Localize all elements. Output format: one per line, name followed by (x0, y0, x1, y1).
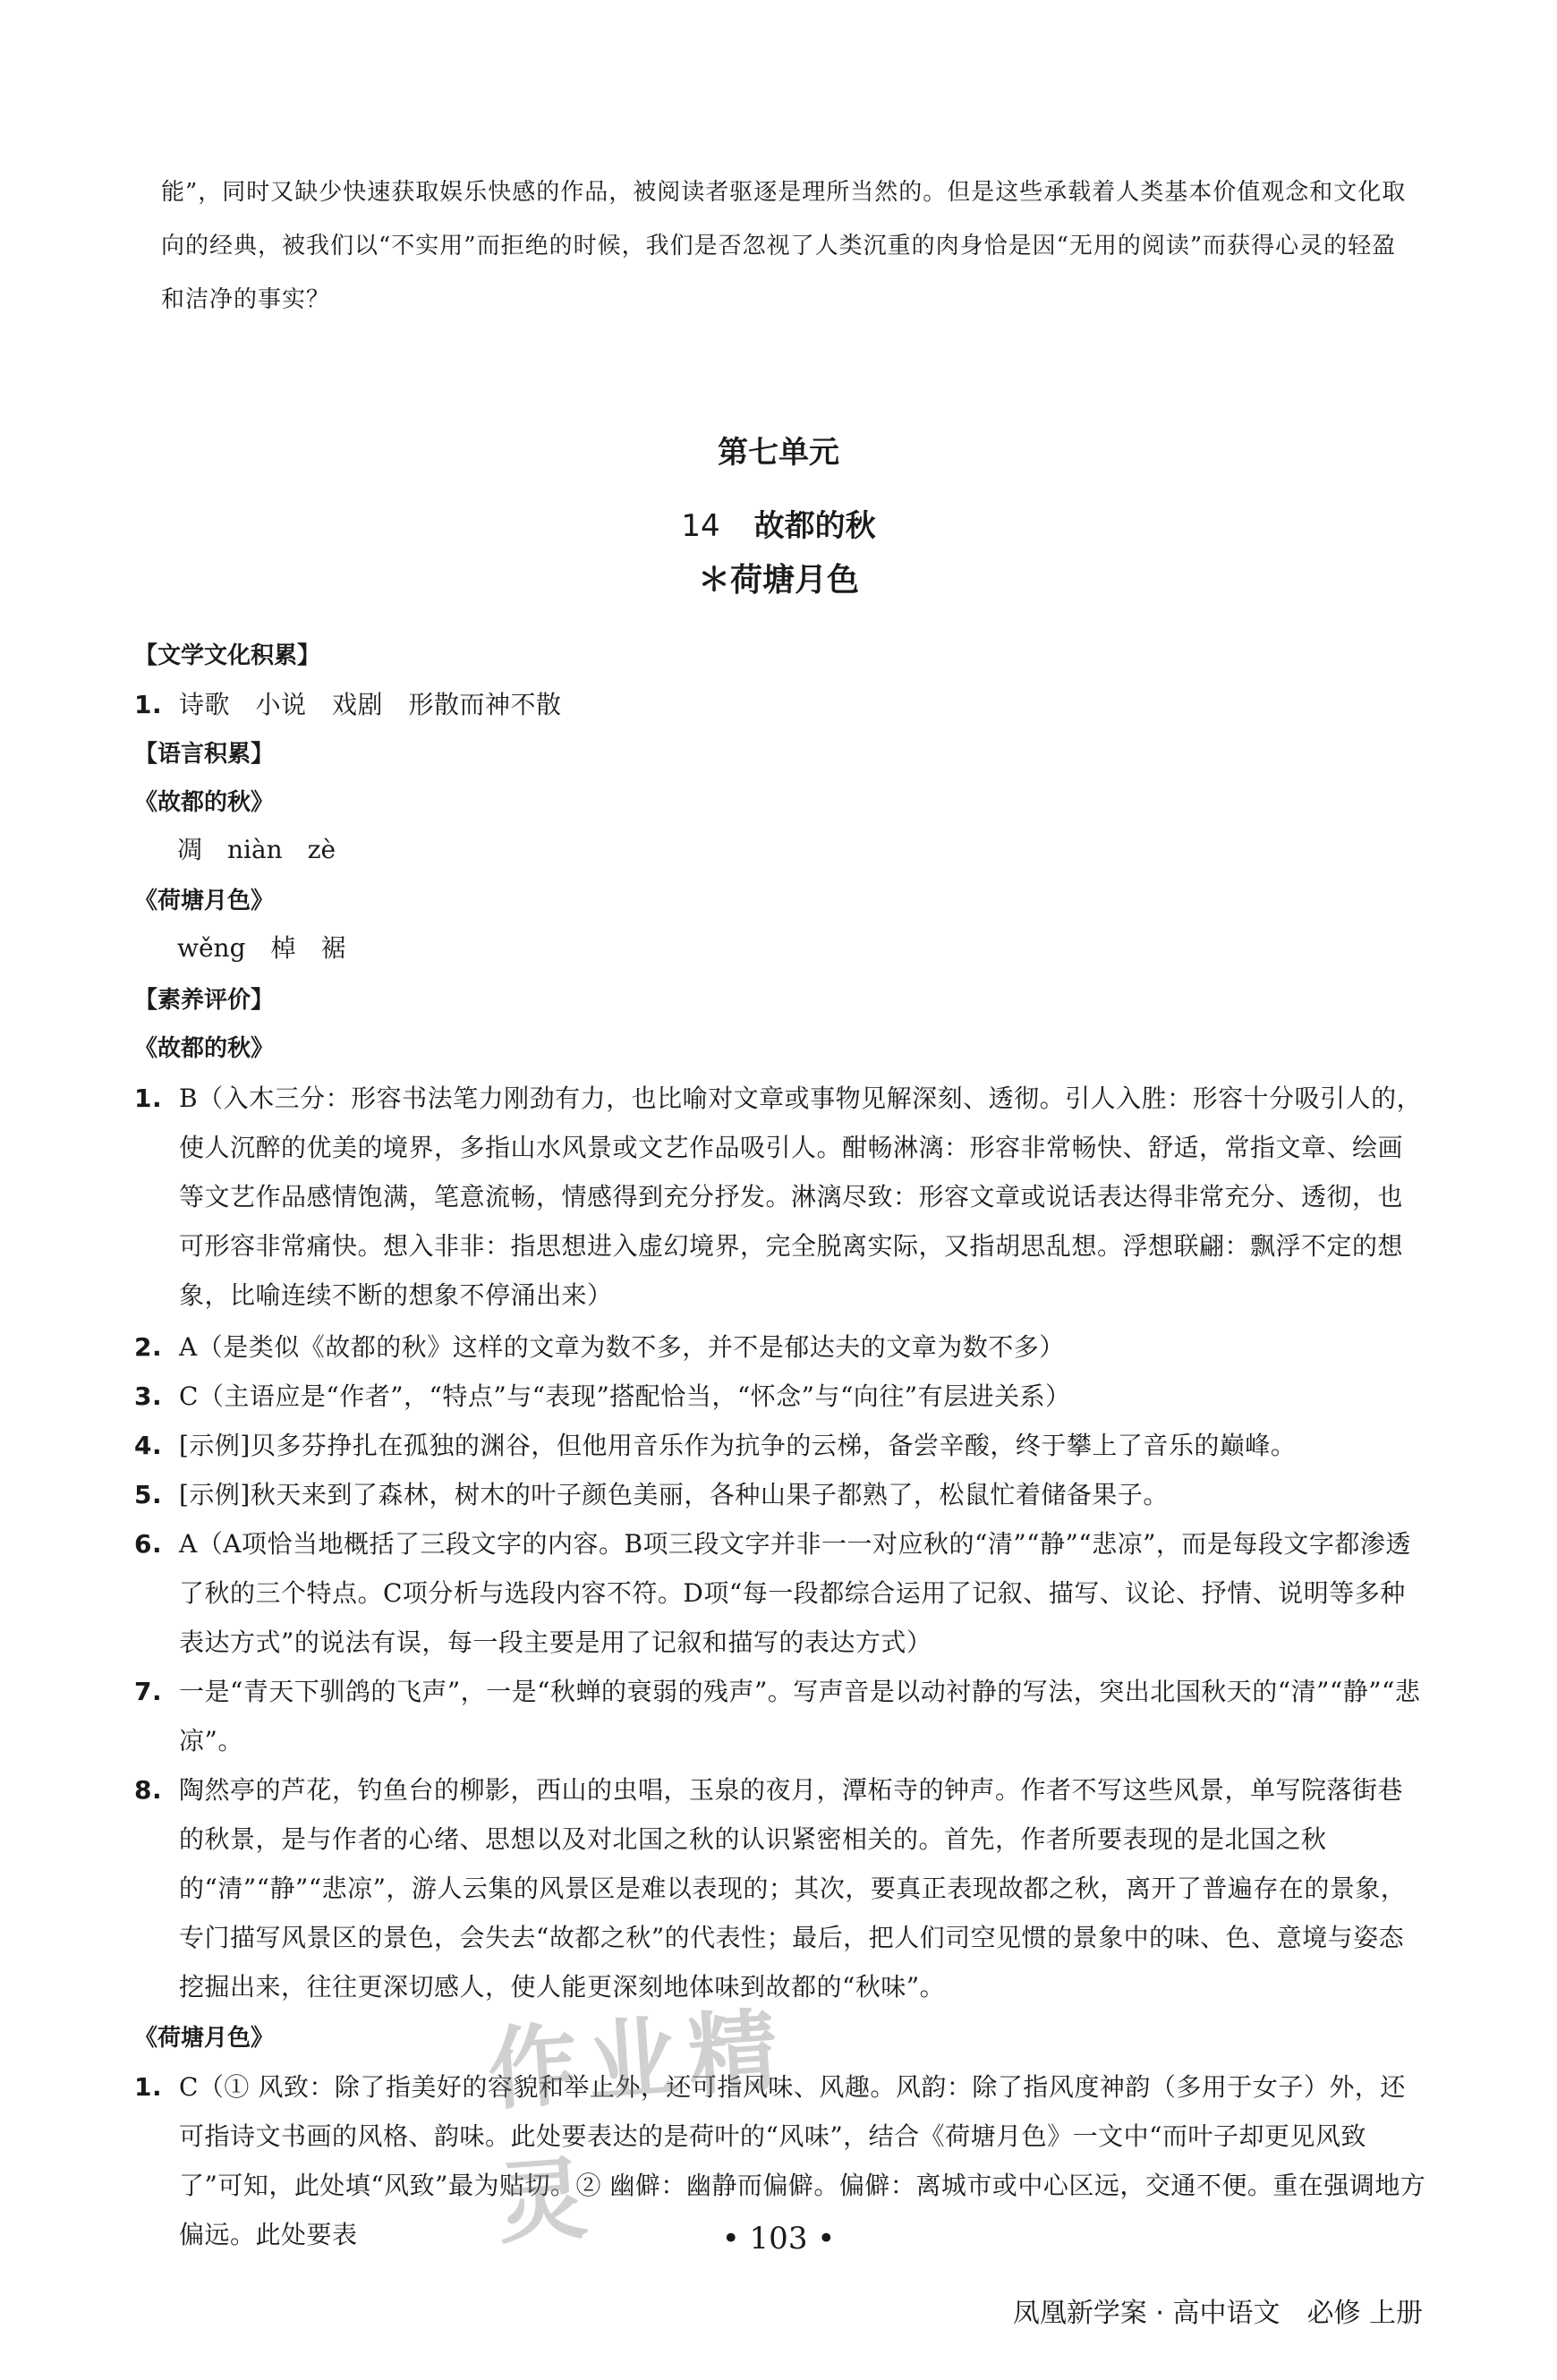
list-item (134, 680, 1427, 729)
item-text: C（① 风致：除了指美好的容貌和举止外，还可指风味、风趣。风韵：除了指风度神韵（多用于女子）外，还可指诗文书画的风格、韵味。此处要表达的是荷叶的“风味”，结合《荷塘月色》一文中“而叶子却更见风致了”可知，此处填“风致”最为贴切。② 幽僻：幽静而偏僻。偏僻：离城市或中心区远，交通不便。重在强调地方偏远。此处要表 (179, 2072, 1426, 2249)
watermark: 作业精灵 (484, 1997, 792, 2257)
item-text: C（主语应是“作者”，“特点”与“表现”搭配恰当，“怀念”与“向往”有层进关系） (179, 1381, 1071, 1411)
subheading-hetang-eval: 《荷塘月色》 (134, 2025, 275, 2052)
answer-item (134, 1322, 1427, 1372)
lesson-title: 故都的秋 (753, 508, 876, 544)
intro-paragraph: 能”，同时又缺少快速获取娱乐快感的作品，被阅读者驱逐是理所当然的。但是这些承载着人类基本价值观念和文化取向的经典，被我们以“不实用”而拒绝的时候，我们是否忽视了人类沉重的肉身恰是因“无用的阅读”而获得心灵的轻盈和洁净的事实？ (161, 179, 1407, 313)
item-text: 陶然亭的芦花，钓鱼台的柳影，西山的虫唱，玉泉的夜月，潭柘寺的钟声。作者不写这些风景，单写院落街巷的秋景，是与作者的心绪、思想以及对北国之秋的认识紧密相关的。首先，作者所要表现的是北国之秋的“清”“静”“悲凉”，游人云集的风景区是难以表现的；其次，要真正表现故都之秋，离开了普遍存在的景象，专门描写风景区的景色，会失去“故都之秋”的代表性；最后，把人们司空见惯的景象中的味、色、意境与姿态挖掘出来，往往更深切感人，使人能更深刻地体味到故都的“秋味”。 (179, 1775, 1407, 2002)
item-number: 4. (134, 1431, 163, 1460)
item-text: 诗歌 小说 戏剧 形散而神不散 (179, 690, 562, 719)
item-number: 3. (134, 1381, 163, 1411)
subheading-gudu-eval: 《故都的秋》 (134, 1035, 275, 1062)
item-number: 7. (134, 1677, 163, 1706)
subheading-hetang: 《荷塘月色》 (134, 888, 275, 914)
item-number: 1. (134, 1084, 163, 1113)
answer-item (134, 1765, 1427, 2011)
item-number: 5. (134, 1480, 163, 1509)
page-number: • 103 • (721, 2221, 836, 2257)
answer-item (134, 1667, 1427, 1765)
item-number: 1. (134, 2072, 163, 2102)
item-text: B（入木三分：形容书法笔力刚劲有力，也比喻对文章或事物见解深刻、透彻。引人入胜：形容十分吸引人的，使人沉醉的优美的境界，多指山水风景或文艺作品吸引人。酣畅淋漓：形容非常畅快、舒适，常指文章、绘画等文艺作品感情饱满，笔意流畅，情感得到充分抒发。淋漓尽致：形容文章或说话表达得非常充分、透彻，也可形容非常痛快。想入非非：指思想进入虚幻境界，完全脱离实际，又指胡思乱想。浮想联翩：飘浮不定的想象，比喻连续不断的想象不停涌出来） (179, 1084, 1423, 1310)
unit-title: 第七单元 (718, 435, 839, 471)
answer-item (134, 1074, 1427, 1320)
answer-item (134, 1372, 1427, 1421)
subheading-gudu: 《故都的秋》 (134, 789, 275, 816)
lesson-number: 14 (681, 508, 720, 544)
item-text: [示例]贝多芬挣扎在孤独的渊谷，但他用音乐作为抗争的云梯，备尝辛酸，终于攀上了音乐的巅峰。 (179, 1431, 1297, 1460)
answer-item (134, 1421, 1427, 1470)
item-number: 8. (134, 1775, 163, 1805)
section-language: 【语言积累】 (134, 741, 275, 768)
lesson-subtitle: ＊荷塘月色 (697, 562, 859, 599)
section-evaluation: 【素养评价】 (134, 987, 275, 1014)
item-text: A（是类似《故都的秋》这样的文章为数不多，并不是郁达夫的文章为数不多） (179, 1332, 1065, 1362)
item-text: A（A项恰当地概括了三段文字的内容。B项三段文字并非一一对应秋的“清”“静”“悲凉”，而是每段文字都渗透了秋的三个特点。C项分析与选段内容不符。D项“每一段都综合运用了记叙、描写、议论、抒情、说明等多种表达方式”的说法有误，每一段主要是用了记叙和描写的表达方式） (179, 1529, 1411, 1657)
answer-item (134, 1519, 1427, 1667)
item-text: 一是“青天下驯鸽的飞声”，一是“秋蝉的衰弱的残声”。写声音是以动衬静的写法，突出北国秋天的“清”“静”“悲凉”。 (179, 1677, 1421, 1755)
answer-item (134, 1470, 1427, 1519)
item-number: 6. (134, 1529, 163, 1559)
item-number: 1. (134, 690, 163, 719)
item-number: 2. (134, 1332, 163, 1362)
book-title-footer: 凤凰新学案 · 高中语文 必修 上册 (1012, 2298, 1423, 2329)
item-text: [示例]秋天来到了森林，树木的叶子颜色美丽，各种山果子都熟了，松鼠忙着储备果子。 (179, 1480, 1169, 1509)
section-literature: 【文学文化积累】 (134, 642, 321, 669)
language-answers-hetang: wěng 棹 裾 (177, 933, 346, 963)
language-answers-gudu: 凋 niàn zè (177, 835, 336, 864)
lesson-heading (0, 501, 1557, 545)
